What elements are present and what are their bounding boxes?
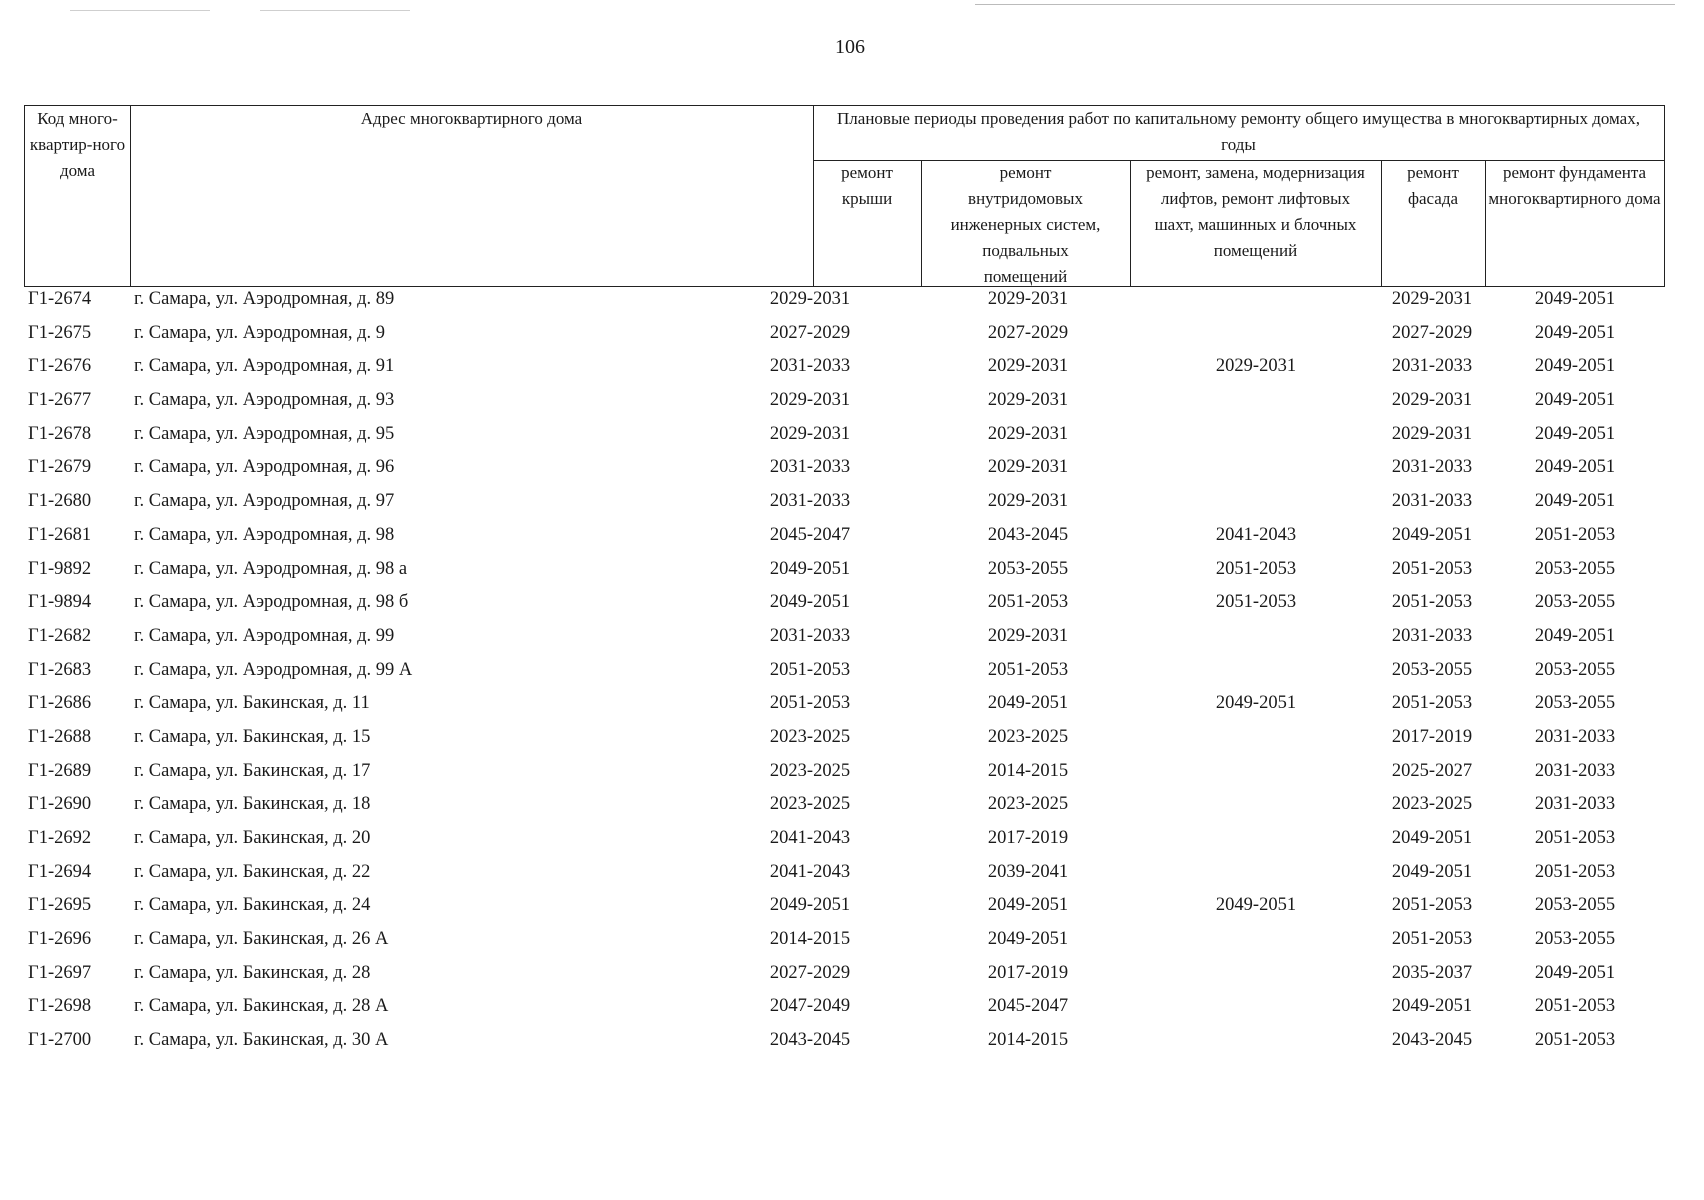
cell-roof: 2051-2053	[769, 659, 851, 680]
cell-code: Г1-2697	[28, 962, 92, 983]
cell-facade: 2053-2055	[1391, 659, 1473, 680]
cell-roof: 2023-2025	[769, 760, 851, 781]
cell-engineering: 2029-2031	[987, 356, 1069, 377]
table-row	[24, 826, 1665, 860]
cell-code: Г1-2696	[28, 929, 92, 950]
table-row	[24, 725, 1665, 759]
cell-engineering: 2051-2053	[987, 659, 1069, 680]
cell-roof: 2041-2043	[769, 861, 851, 882]
cell-engineering: 2014-2015	[987, 1030, 1069, 1051]
cell-roof: 2029-2031	[769, 390, 851, 411]
table-row	[24, 691, 1665, 725]
cell-engineering: 2029-2031	[987, 491, 1069, 512]
cell-foundation: 2049-2051	[1534, 390, 1616, 411]
cell-foundation: 2053-2055	[1534, 558, 1616, 579]
table-row	[24, 523, 1665, 557]
cell-roof: 2047-2049	[769, 996, 851, 1017]
table-row	[24, 658, 1665, 692]
cell-engineering: 2029-2031	[987, 457, 1069, 478]
cell-engineering: 2049-2051	[987, 929, 1069, 950]
cell-code: Г1-9892	[28, 558, 92, 579]
cell-foundation: 2049-2051	[1534, 457, 1616, 478]
table-row	[24, 557, 1665, 591]
cell-roof: 2014-2015	[769, 929, 851, 950]
cell-code: Г1-2675	[28, 322, 92, 343]
cell-engineering: 2049-2051	[987, 895, 1069, 916]
cell-address: г. Самара, ул. Бакинская, д. 15	[134, 726, 371, 747]
cell-foundation: 2031-2033	[1534, 794, 1616, 815]
cell-foundation: 2049-2051	[1534, 356, 1616, 377]
cell-engineering: 2017-2019	[987, 828, 1069, 848]
cell-foundation: 2049-2051	[1534, 962, 1616, 983]
table-row	[24, 590, 1665, 624]
cell-elevators: 2049-2051	[1215, 693, 1297, 714]
cell-address: г. Самара, ул. Аэродромная, д. 96	[134, 457, 395, 478]
cell-code: Г1-9894	[28, 592, 92, 613]
cell-foundation: 2049-2051	[1534, 423, 1616, 444]
cell-address: г. Самара, ул. Аэродромная, д. 99	[134, 625, 395, 646]
cell-code: Г1-2695	[28, 895, 92, 916]
cell-foundation: 2053-2055	[1534, 592, 1616, 613]
cell-facade: 2031-2033	[1391, 625, 1473, 646]
cell-roof: 2049-2051	[769, 558, 851, 579]
cell-facade: 2049-2051	[1391, 861, 1473, 882]
cell-code: Г1-2681	[28, 524, 92, 545]
cell-facade: 2049-2051	[1391, 996, 1473, 1017]
cell-facade: 2043-2045	[1391, 1030, 1473, 1051]
cell-engineering: 2039-2041	[987, 861, 1069, 882]
cell-engineering: 2029-2031	[987, 390, 1069, 411]
cell-roof: 2041-2043	[769, 828, 851, 848]
table-body	[24, 287, 1665, 1062]
table-row	[24, 287, 1665, 321]
cell-address: г. Самара, ул. Бакинская, д. 18	[134, 794, 371, 815]
cell-address: г. Самара, ул. Аэродромная, д. 98 б	[134, 592, 409, 613]
cell-facade: 2017-2019	[1391, 726, 1473, 747]
table-row	[24, 354, 1665, 388]
cell-foundation: 2031-2033	[1534, 726, 1616, 747]
cell-engineering: 2051-2053	[987, 592, 1069, 613]
cell-address: г. Самара, ул. Аэродромная, д. 91	[134, 356, 395, 377]
cell-facade: 2029-2031	[1391, 423, 1473, 444]
cell-facade: 2029-2031	[1391, 390, 1473, 411]
cell-roof: 2027-2029	[769, 322, 851, 343]
cell-code: Г1-2690	[28, 794, 92, 815]
cell-engineering: 2023-2025	[987, 794, 1069, 815]
cell-address: г. Самара, ул. Бакинская, д. 11	[134, 693, 370, 714]
cell-code: Г1-2682	[28, 625, 92, 646]
cell-code: Г1-2689	[28, 760, 92, 781]
cell-facade: 2031-2033	[1391, 491, 1473, 512]
cell-foundation: 2053-2055	[1534, 895, 1616, 916]
table-row	[24, 321, 1665, 355]
table-row	[24, 759, 1665, 793]
cell-facade: 2031-2033	[1391, 356, 1473, 377]
cell-code: Г1-2692	[28, 828, 92, 848]
table-row	[24, 624, 1665, 658]
cell-roof: 2031-2033	[769, 356, 851, 377]
cell-facade: 2027-2029	[1391, 322, 1473, 343]
cell-address: г. Самара, ул. Аэродромная, д. 98	[134, 524, 395, 545]
cell-elevators: 2041-2043	[1215, 524, 1297, 545]
header-elevators: ремонт, замена, модернизация лифтов, ремонт лифтовых шахт, машинных и блочных помещений	[1146, 163, 1365, 260]
cell-code: Г1-2700	[28, 1030, 92, 1051]
cell-engineering: 2029-2031	[987, 625, 1069, 646]
cell-foundation: 2053-2055	[1534, 929, 1616, 950]
table-row	[24, 961, 1665, 995]
table-row	[24, 1028, 1665, 1062]
cell-address: г. Самара, ул. Аэродромная, д. 9	[134, 322, 386, 343]
cell-code: Г1-2678	[28, 423, 92, 444]
cell-facade: 2051-2053	[1391, 895, 1473, 916]
cell-roof: 2023-2025	[769, 726, 851, 747]
table-header	[24, 105, 1665, 287]
scan-artifact-line	[70, 10, 210, 11]
cell-facade: 2051-2053	[1391, 929, 1473, 950]
cell-elevators: 2051-2053	[1215, 592, 1297, 613]
cell-roof: 2043-2045	[769, 1030, 851, 1051]
cell-foundation: 2053-2055	[1534, 693, 1616, 714]
cell-facade: 2049-2051	[1391, 828, 1473, 848]
cell-roof: 2031-2033	[769, 625, 851, 646]
cell-facade: 2023-2025	[1391, 794, 1473, 815]
cell-address: г. Самара, ул. Бакинская, д. 24	[134, 895, 371, 916]
cell-address: г. Самара, ул. Аэродромная, д. 99 А	[134, 659, 413, 680]
cell-code: Г1-2679	[28, 457, 92, 478]
cell-address: г. Самара, ул. Бакинская, д. 20	[134, 828, 371, 848]
cell-address: г. Самара, ул. Бакинская, д. 30 А	[134, 1030, 389, 1051]
header-periods: Плановые периоды проведения работ по капитальному ремонту общего имущества в многоквартирных домах, годы	[837, 109, 1640, 154]
cell-roof: 2049-2051	[769, 895, 851, 916]
table-row	[24, 860, 1665, 894]
cell-facade: 2031-2033	[1391, 457, 1473, 478]
header-roof: ремонт крыши	[841, 163, 893, 208]
cell-address: г. Самара, ул. Бакинская, д. 22	[134, 861, 371, 882]
header-engineering: ремонт внутридомовых инженерных систем, подвальных помещений	[950, 163, 1101, 286]
cell-code: Г1-2677	[28, 390, 92, 411]
cell-roof: 2031-2033	[769, 491, 851, 512]
cell-roof: 2029-2031	[769, 423, 851, 444]
cell-foundation: 2051-2053	[1534, 996, 1616, 1017]
cell-elevators: 2029-2031	[1215, 356, 1297, 377]
header-facade: ремонт фасада	[1407, 163, 1459, 208]
cell-code: Г1-2683	[28, 659, 92, 680]
cell-address: г. Самара, ул. Аэродромная, д. 95	[134, 423, 395, 444]
cell-roof: 2049-2051	[769, 592, 851, 613]
cell-engineering: 2027-2029	[987, 322, 1069, 343]
cell-facade: 2025-2027	[1391, 760, 1473, 781]
cell-address: г. Самара, ул. Аэродромная, д. 89	[134, 289, 395, 309]
cell-foundation: 2051-2053	[1534, 1030, 1616, 1051]
cell-engineering: 2017-2019	[987, 962, 1069, 983]
cell-address: г. Самара, ул. Бакинская, д. 26 А	[134, 929, 389, 950]
cell-facade: 2049-2051	[1391, 524, 1473, 545]
cell-elevators: 2049-2051	[1215, 895, 1297, 916]
cell-engineering: 2014-2015	[987, 760, 1069, 781]
header-divider	[130, 106, 131, 286]
cell-foundation: 2049-2051	[1534, 491, 1616, 512]
cell-roof: 2029-2031	[769, 289, 851, 309]
cell-code: Г1-2688	[28, 726, 92, 747]
cell-code: Г1-2698	[28, 996, 92, 1017]
cell-code: Г1-2676	[28, 356, 92, 377]
cell-foundation: 2053-2055	[1534, 659, 1616, 680]
cell-code: Г1-2674	[28, 289, 92, 309]
cell-facade: 2035-2037	[1391, 962, 1473, 983]
cell-engineering: 2049-2051	[987, 693, 1069, 714]
table-row	[24, 927, 1665, 961]
header-foundation: ремонт фундамента многоквартирного дома	[1488, 163, 1661, 208]
cell-foundation: 2049-2051	[1534, 625, 1616, 646]
cell-code: Г1-2686	[28, 693, 92, 714]
cell-engineering: 2053-2055	[987, 558, 1069, 579]
table-row	[24, 893, 1665, 927]
cell-roof: 2051-2053	[769, 693, 851, 714]
header-code: Код много-квартир-ного дома	[29, 109, 126, 180]
scan-artifact-line	[260, 10, 410, 11]
header-address: Адрес многоквартирного дома	[360, 109, 583, 128]
cell-engineering: 2023-2025	[987, 726, 1069, 747]
cell-foundation: 2049-2051	[1534, 289, 1616, 309]
page-number: 106	[835, 36, 865, 58]
cell-roof: 2023-2025	[769, 794, 851, 815]
cell-foundation: 2051-2053	[1534, 524, 1616, 545]
cell-foundation: 2051-2053	[1534, 861, 1616, 882]
cell-address: г. Самара, ул. Бакинская, д. 17	[134, 760, 371, 781]
table-row	[24, 388, 1665, 422]
cell-foundation: 2031-2033	[1534, 760, 1616, 781]
cell-address: г. Самара, ул. Аэродромная, д. 98 а	[134, 558, 408, 579]
cell-foundation: 2051-2053	[1534, 828, 1616, 848]
cell-foundation: 2049-2051	[1534, 322, 1616, 343]
cell-engineering: 2029-2031	[987, 289, 1069, 309]
cell-roof: 2045-2047	[769, 524, 851, 545]
cell-facade: 2051-2053	[1391, 558, 1473, 579]
cell-facade: 2029-2031	[1391, 289, 1473, 309]
cell-address: г. Самара, ул. Бакинская, д. 28	[134, 962, 371, 983]
cell-facade: 2051-2053	[1391, 693, 1473, 714]
cell-engineering: 2045-2047	[987, 996, 1069, 1017]
cell-roof: 2027-2029	[769, 962, 851, 983]
table-row	[24, 792, 1665, 826]
cell-engineering: 2043-2045	[987, 524, 1069, 545]
table-row	[24, 994, 1665, 1028]
cell-facade: 2051-2053	[1391, 592, 1473, 613]
table-row	[24, 489, 1665, 523]
cell-roof: 2031-2033	[769, 457, 851, 478]
table-row	[24, 455, 1665, 489]
cell-code: Г1-2680	[28, 491, 92, 512]
cell-elevators: 2051-2053	[1215, 558, 1297, 579]
cell-address: г. Самара, ул. Бакинская, д. 28 А	[134, 996, 389, 1017]
table-row	[24, 422, 1665, 456]
cell-address: г. Самара, ул. Аэродромная, д. 97	[134, 491, 395, 512]
cell-engineering: 2029-2031	[987, 423, 1069, 444]
cell-address: г. Самара, ул. Аэродромная, д. 93	[134, 390, 395, 411]
scan-artifact-line	[975, 4, 1675, 5]
cell-code: Г1-2694	[28, 861, 92, 882]
